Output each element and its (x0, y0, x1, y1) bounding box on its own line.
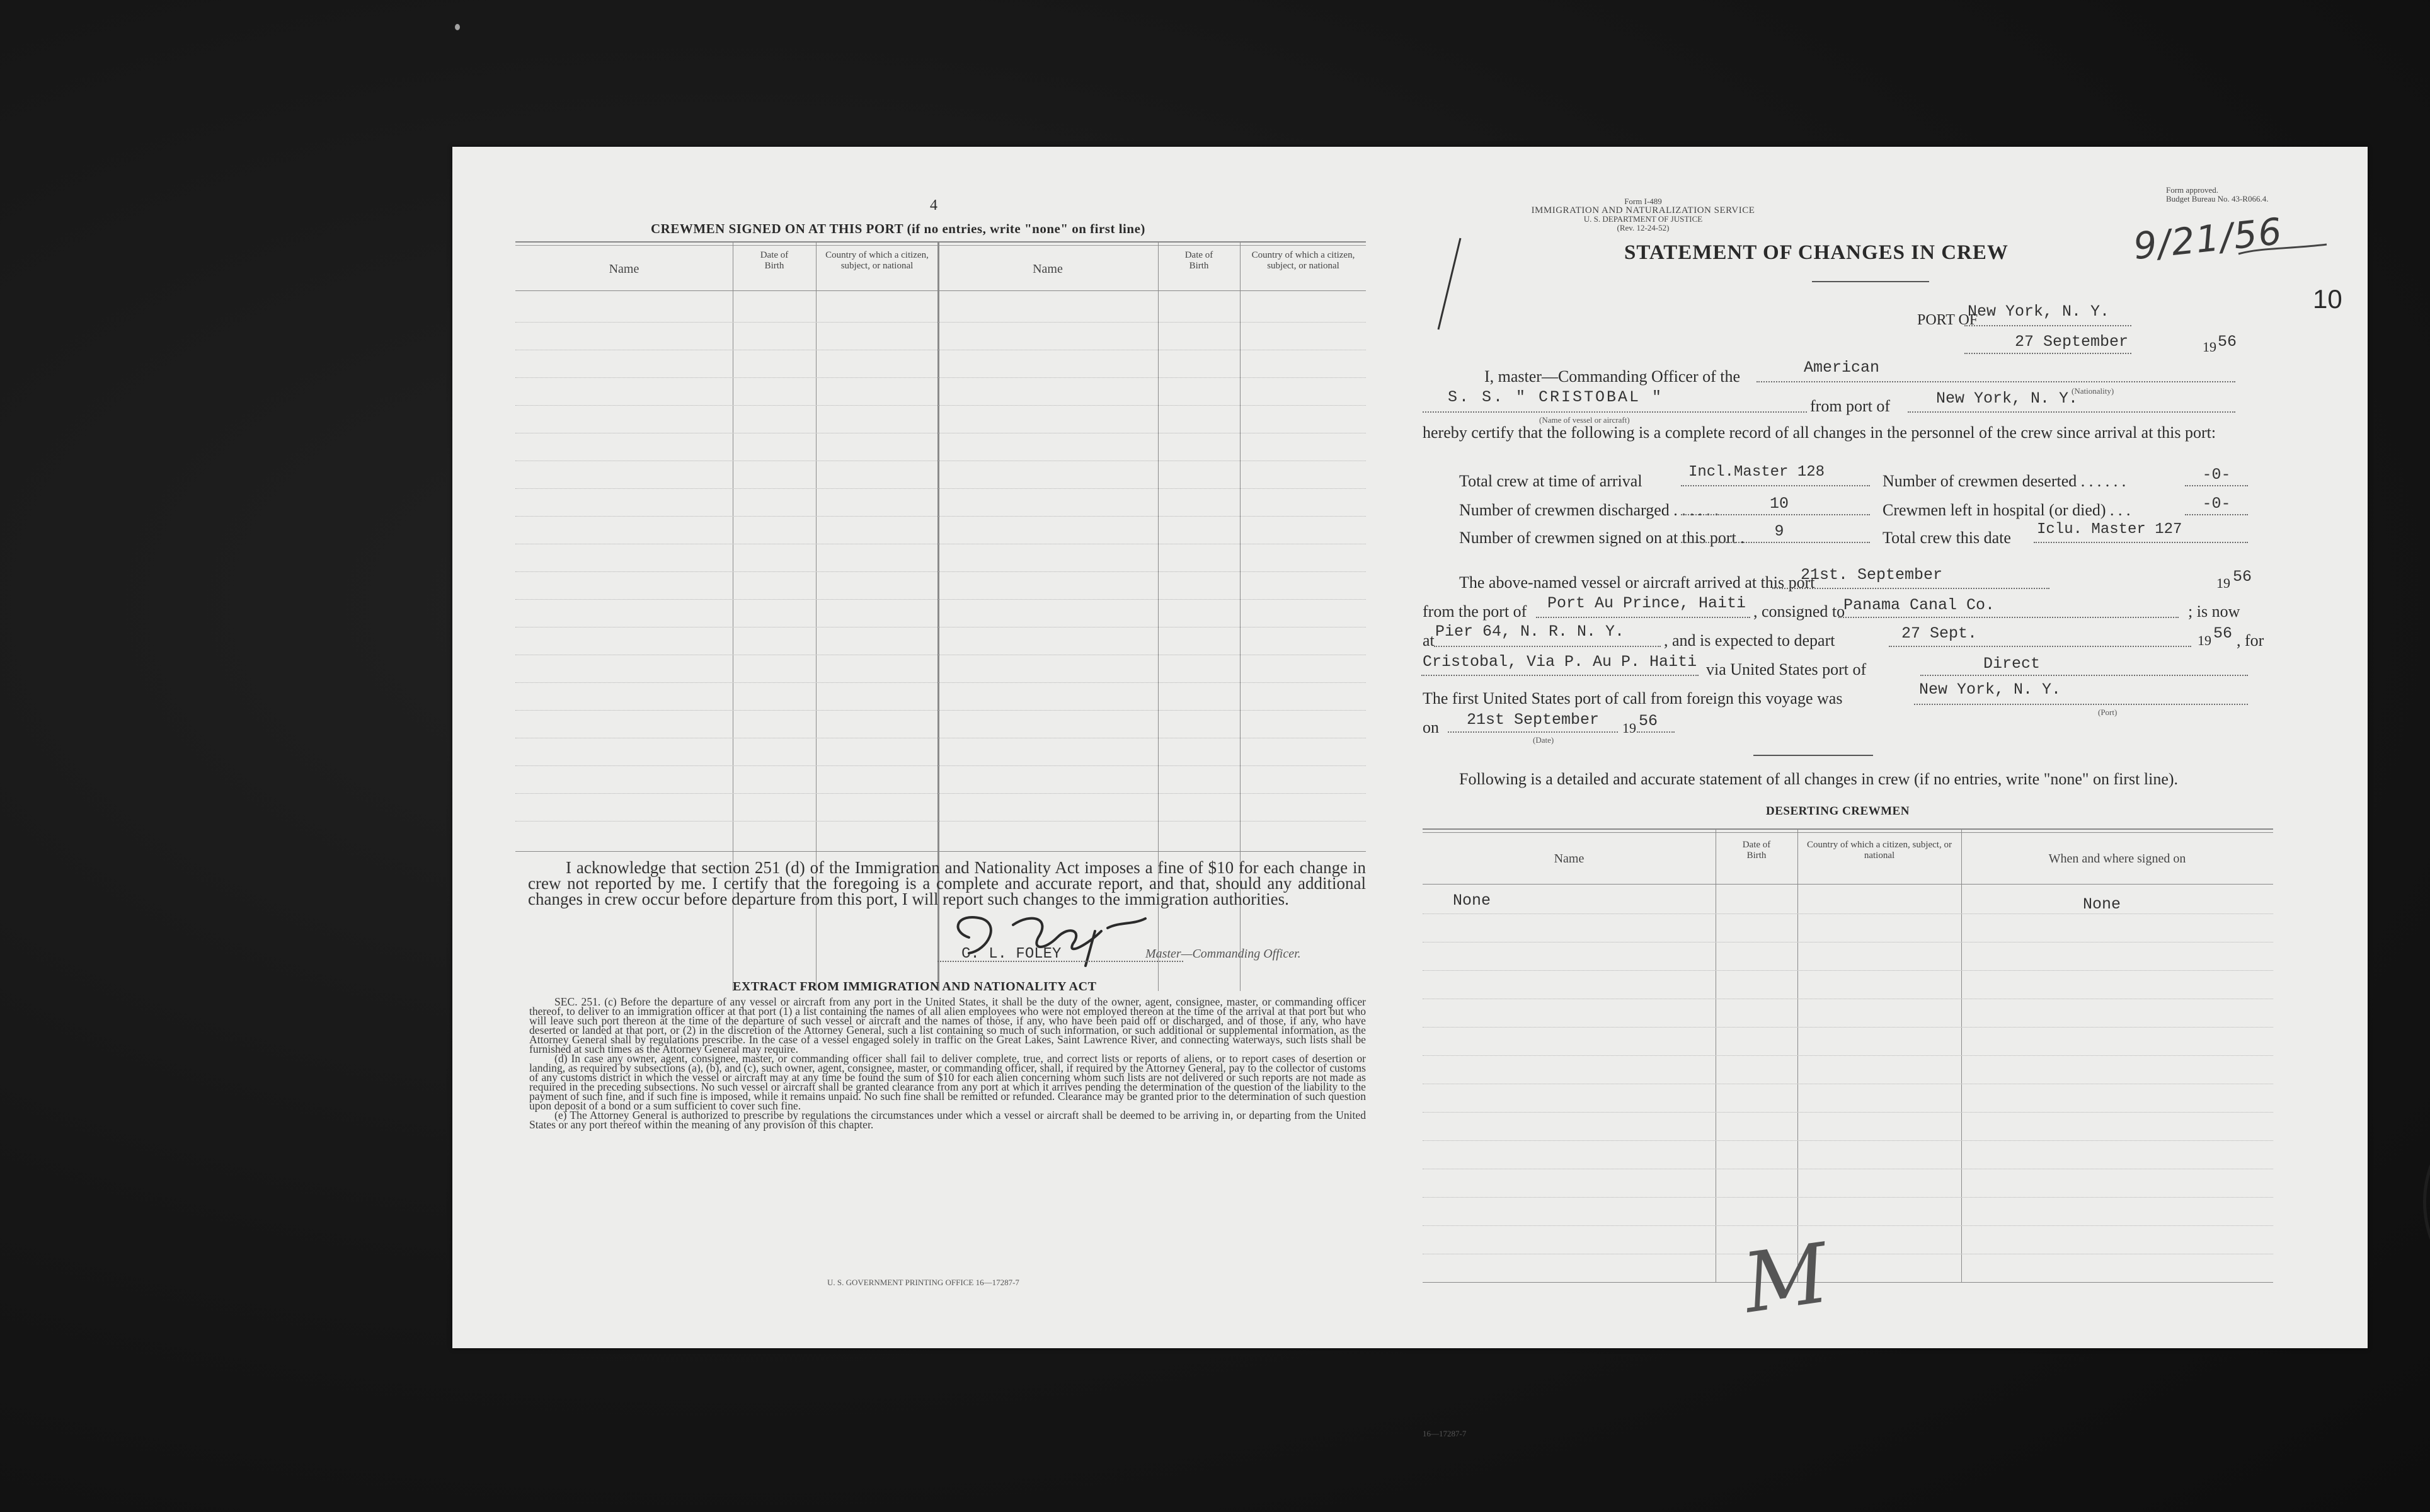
via-value: Direct (1983, 655, 2041, 673)
extract-para-d: (d) In case any owner, agent, consignee, master, or commanding officer shall fail to deliver complete, true, and correct lists or reports of aliens, or to report cases of desertion or landing, as required by subsections (a), (b), and (c), such owner, agent, consignee, master, or commanding officer, shall, if required by the Attorney General, pay to the collector of customs of any customs district in which the vessel or aircraft may at any time be found the sum of $10 for each alien concerning whom such lists are not delivered or such reports are not made as required in the preceding subsections. No such vessel or aircraft shall be granted clearance from any port at which it arrives pending the determination of the question of the liability to the payment of such fine, and if such fine is imposed, while it remains unpaid. No such fine shall be remitted or refunded. Clearance may be granted prior to the determination of such question upon deposit of a bond or a sum sufficient to cover such fine. (529, 1052, 1366, 1112)
extract-para-e: (e) The Attorney General is authorized to prescribe by regulations the circumstances under which a vessel or aircraft shall be deemed to be arriving in, or departing from the United States or any port thereof within the meaning of any provision of this chapter. (529, 1109, 1366, 1131)
extract-para-c: SEC. 251. (c) Before the departure of any vessel or aircraft from any port in the United States, it shall be the duty of the owner, agent, consignee, master, or commanding officer thereof, to deliver to an immigration officer at that port (1) a list containing the names of all alien employees who were not employed thereon at the time of the arrival at that port but who will leave such port thereon at the time of the departure of such vessel or aircraft and the names of those, if any, who have been paid off or discharged, and of those, if any, who have deserted or landed at that port, or (2) in the discretion of the Attorney General, such a list containing so much of such information, or such additional or supplemental information, as the Attorney General shall by regulations prescribe. In the case of a vessel engaged solely in traffic on the Great Lakes, Saint Lawrence River, and connecting waterways, such lists shall be furnished at such times as the Attorney General may require. (529, 995, 1366, 1055)
total-this-date-value: Iclu. Master 127 (2037, 521, 2182, 538)
vessel-name: S. S. " CRISTOBAL " (1448, 388, 1664, 406)
deserted-value: -0- (2202, 466, 2231, 484)
form-number: Form I-489 (1624, 197, 1662, 206)
from-port-label: from port of (1810, 397, 1891, 415)
report-year-prefix: 19 (2203, 339, 2216, 355)
from-port-value: New York, N. Y. (1936, 389, 2078, 408)
right-page (1404, 147, 2368, 1438)
depart-value: 27 Sept. (1901, 624, 1978, 643)
budget-bureau: Budget Bureau No. 43-R066.4. (2166, 194, 2269, 203)
handwritten-slash (1429, 235, 1467, 336)
via-label: via United States port of (1706, 660, 1867, 679)
port-caption: (Port) (2098, 707, 2118, 717)
consigned-value: Panama Canal Co. (1843, 596, 1995, 614)
nationality-value: American (1804, 358, 1880, 377)
consigned-label: , consigned to (1753, 602, 1845, 621)
signer-role: Master—Commanding Officer. (1145, 947, 1301, 961)
first-port-value: New York, N. Y. (1919, 680, 2061, 699)
vessel-caption: (Name of vessel or aircraft) (1539, 415, 1630, 425)
extract-text (529, 997, 1366, 1130)
des-first-name: None (1453, 891, 1491, 910)
deserting-title: DESERTING CREWMEN (1766, 805, 1910, 818)
report-year-suffix: 56 (2218, 333, 2237, 351)
agency-name: IMMIGRATION AND NATURALIZATION SERVICE (1531, 205, 1755, 215)
col-name-2: Name (1033, 262, 1063, 276)
received-stamp (2423, 1095, 2430, 1309)
from-port-of-label: from the port of (1423, 602, 1527, 621)
statement-title: STATEMENT OF CHANGES IN CREW (1624, 241, 2009, 264)
at-value: Pier 64, N. R. N. Y. (1435, 622, 1625, 641)
expected-label: , and is expected to depart (1664, 631, 1835, 650)
printer-line-left: U. S. GOVERNMENT PRINTING OFFICE 16—17287-7 (827, 1278, 1019, 1287)
port-of-value: New York, N. Y. (1968, 302, 2110, 321)
nationality-caption: (Nationality) (2072, 386, 2114, 396)
on-value: 21st September (1467, 711, 1600, 729)
discharged-label: Number of crewmen discharged . . . . . . (1459, 501, 1719, 519)
date-caption: (Date) (1533, 735, 1554, 745)
arrived-year-suffix: 56 (2233, 568, 2252, 586)
destination-value: Cristobal, Via P. Au P. Haiti (1423, 653, 1697, 671)
on-year-prefix: 19 (1622, 720, 1636, 736)
revision: (Rev. 12-24-52) (1617, 223, 1670, 232)
at-label: at (1423, 631, 1435, 650)
form-sheet (452, 147, 2368, 1438)
dust-speck (455, 24, 460, 30)
first-port-label: The first United States port of call from foreign this voyage was (1423, 689, 1843, 707)
certify-text: hereby certify that the following is a complete record of all changes in the personnel of the crew since arrival at this port: (1423, 423, 2216, 442)
on-label: on (1423, 718, 1439, 736)
port-of-label: PORT OF (1917, 312, 1978, 328)
handwritten-date: 9/21/56 (2131, 209, 2285, 268)
total-this-date-label: Total crew this date (1883, 529, 2011, 547)
col-dob-2: Date of Birth (1184, 250, 1213, 271)
col-dob-1: Date of Birth (760, 250, 789, 271)
discharged-value: 10 (1769, 495, 1789, 513)
depart-year-suffix: 56 (2213, 624, 2233, 643)
arrived-label: The above-named vessel or aircraft arrived at this port (1459, 573, 1815, 592)
total-crew-arrival-label: Total crew at time of arrival (1459, 472, 1642, 490)
sheet-number: 10 (2313, 284, 2342, 314)
depart-year-prefix: 19 (2198, 633, 2211, 648)
des-col-dob: Date of Birth (1742, 840, 1771, 861)
form-approved: Form approved. (2166, 185, 2219, 195)
department-name: U. S. DEPARTMENT OF JUSTICE (1583, 214, 1703, 224)
date-underline-stroke (2235, 241, 2330, 260)
des-col-country: Country of which a citizen, subject, or national (1807, 840, 1952, 861)
col-country-2: Country of which a citizen, subject, or national (1251, 250, 1355, 271)
col-country-1: Country of which a citizen, subject, or national (825, 250, 929, 271)
des-col-name: Name (1554, 852, 1585, 866)
signer-typed-name: C. L. FOLEY (961, 946, 1062, 963)
deserting-crewmen-table (1423, 828, 2273, 1282)
signed-on-title: CREWMEN SIGNED ON AT THIS PORT (if no entries, write "none" on first line) (651, 221, 1145, 236)
left-page (452, 147, 1404, 1348)
is-now-label: ; is now (2188, 602, 2240, 621)
des-col-when: When and where signed on (2048, 852, 2186, 866)
arrived-value: 21st. September (1801, 566, 1943, 584)
signed-on-value: 9 (1774, 522, 1784, 541)
signed-on-label: Number of crewmen signed on at this port . (1459, 529, 1745, 547)
hospital-label: Crewmen left in hospital (or died) . . . (1883, 501, 2131, 519)
following-text: Following is a detailed and accurate statement of all changes in crew (if no entries, write "none" on first line). (1459, 770, 2179, 788)
arrived-year-prefix: 19 (2216, 575, 2230, 591)
for-label: , for (2237, 631, 2264, 650)
on-year-suffix: 56 (1639, 712, 1658, 730)
printer-line-right: 16—17287-7 (1423, 1429, 1467, 1438)
handwritten-mark: M (1738, 1225, 1835, 1332)
des-first-when: None (2083, 895, 2121, 914)
col-name-1: Name (609, 262, 639, 276)
acknowledgement-text: I acknowledge that section 251 (d) of the Immigration and Nationality Act imposes a fine of $10 for each change in crew not reported by me. I certify that the foregoing is a complete and accurate report, and that, should any additional changes in crew occur before departure from this port, I will report such changes to the immigration authorities. (528, 858, 1366, 908)
from-port-of-value: Port Au Prince, Haiti (1547, 594, 1746, 612)
hospital-value: -0- (2202, 495, 2231, 513)
master-label: I, master—Commanding Officer of the (1484, 367, 1741, 386)
deserted-label: Number of crewmen deserted . . . . . . (1883, 472, 2126, 490)
total-crew-arrival-value: Incl.Master 128 (1688, 464, 1825, 481)
report-date: 27 September (2015, 333, 2129, 351)
extract-title: EXTRACT FROM IMMIGRATION AND NATIONALITY ACT (733, 980, 1097, 994)
page-number: 4 (930, 197, 937, 214)
